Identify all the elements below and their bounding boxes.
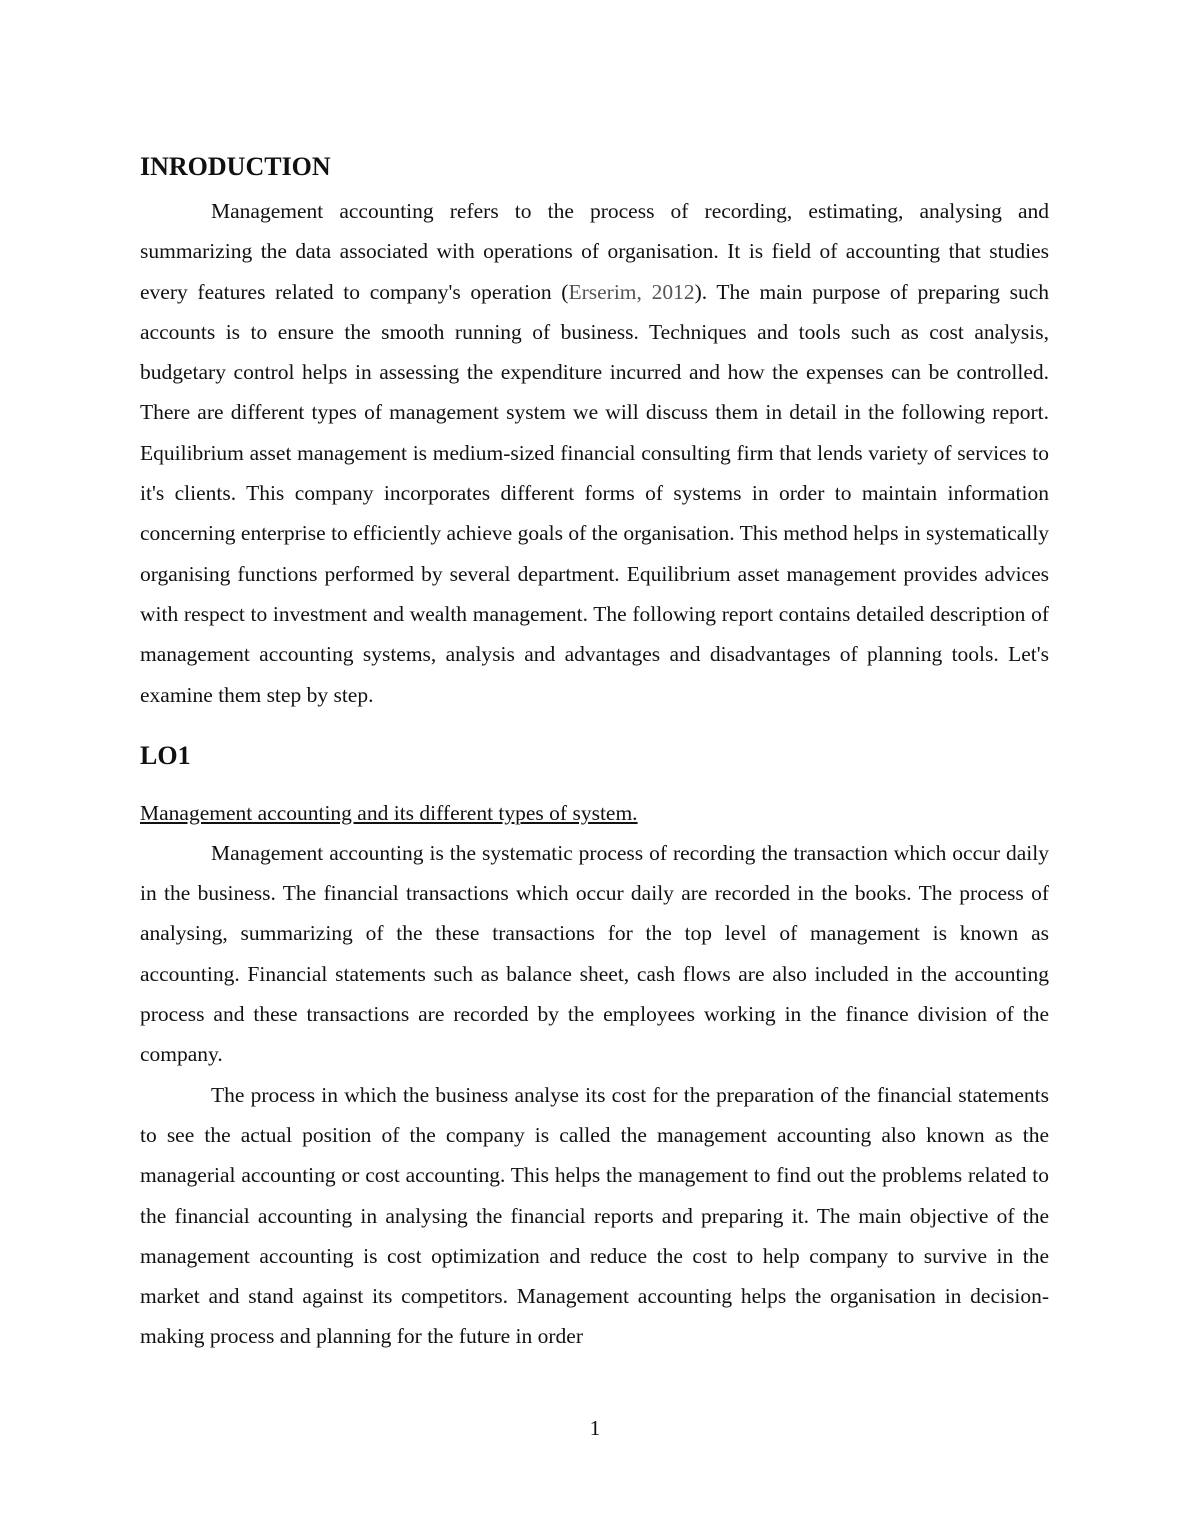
lo1-heading: LO1 xyxy=(140,740,191,770)
introduction-paragraph xyxy=(140,191,1049,715)
introduction-text-part-2: ). The main purpose of preparing such accounts is to ensure the smooth running of business. Techniques and tools such as cost analysis, budgetary control helps in assessing the expenditure incurred and how the expenses can be controlled. There are different types of management system we will discuss them in detail in the following report. Equilibrium asset management is medium-sized financial consulting firm that lends variety of services to it's clients. This company incorporates different forms of systems in order to maintain information concerning enterprise to efficiently achieve goals of the organisation. This method helps in systematically organising functions performed by several department. Equilibrium asset management provides advices with respect to investment and wealth management. The following report contains detailed description of management accounting systems, analysis and advantages and disadvantages of planning tools. Let's examine them step by step. xyxy=(140,279,1049,707)
introduction-heading: INRODUCTION xyxy=(140,152,331,181)
lo1-paragraph-1: Management accounting is the systematic process of recording the transaction which occur daily in the business. The financial transactions which occur daily are recorded in the books. The process of analysing, summarizing of the these transactions for the top level of management is known as accounting. Financial statements such as balance sheet, cash flows are also included in the accounting process and these transactions are recorded by the employees working in the finance division of the company. xyxy=(140,840,1049,1067)
citation-erserim-2012: Erserim, 2012 xyxy=(568,279,695,304)
page-number: 1 xyxy=(589,1416,601,1440)
lo1-paragraph-2: The process in which the business analyse its cost for the preparation of the financial statements to see the actual position of the company is called the management accounting also known as the managerial accounting or cost accounting. This helps the management to find out the problems related to the financial accounting in analysing the financial reports and preparing it. The main objective of the management accounting is cost optimization and reduce the cost to help company to survive in the market and stand against its competitors. Management accounting helps the organisation in decision-making process and planning for the future in order xyxy=(140,1082,1049,1349)
lo1-subheading: Management accounting and its different types of system. xyxy=(140,800,638,825)
introduction-text-part-1: Management accounting refers to the process of recording, estimating, analysing and summarizing the data associated with operations of organisation. It is field of accounting that studies every features related to company's operation ( xyxy=(140,199,1049,304)
document-page xyxy=(140,148,1049,1357)
